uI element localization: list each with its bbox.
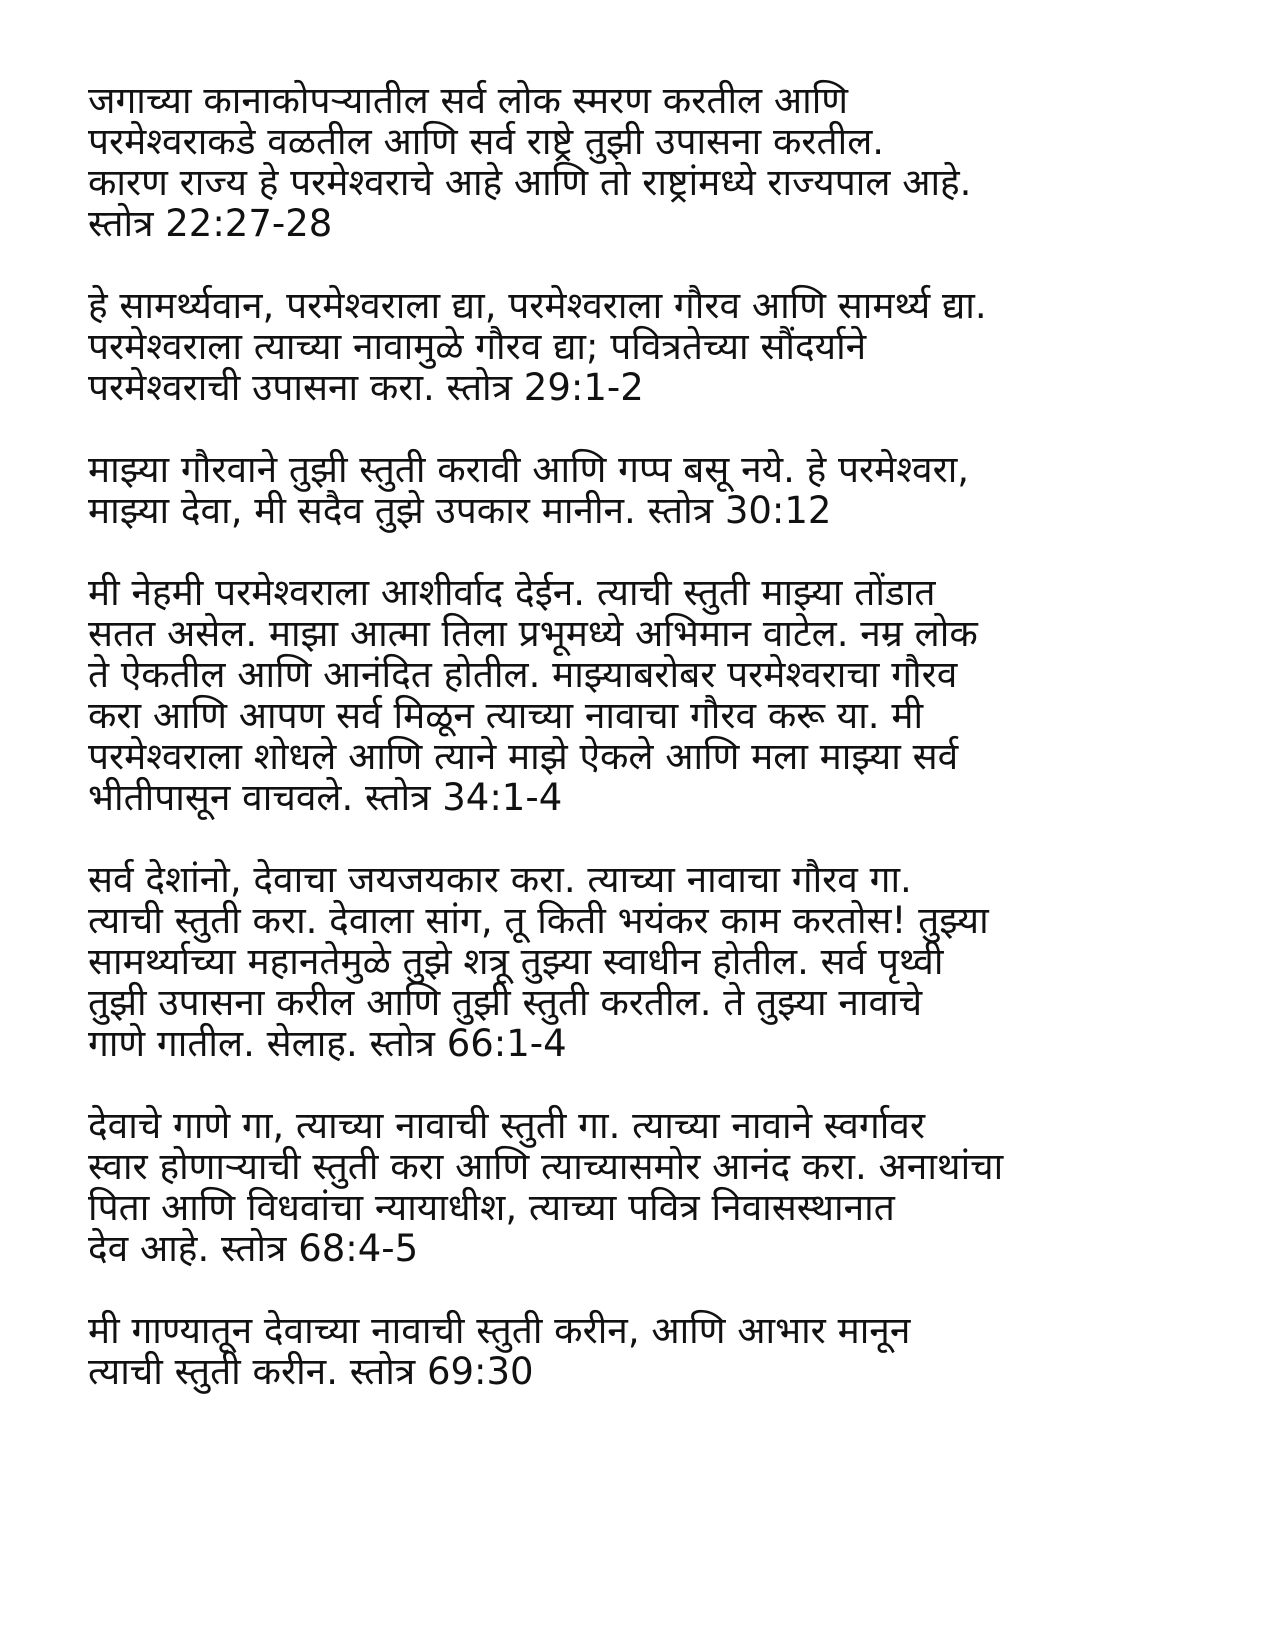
passage-psalm-22 — [88, 80, 1208, 244]
passage-psalm-68 — [88, 1105, 1208, 1269]
text-line: तुझी उपासना करील आणि तुझी स्तुती करतील. ते तुझ्या नावाचे — [88, 981, 923, 1024]
passage-psalm-34 — [88, 572, 1208, 818]
text-line: परमेश्वराला त्याच्या नावामुळे गौरव द्या; पवित्रतेच्या सौंदर्याने — [88, 325, 867, 368]
text-line: माझ्या देवा, मी सदैव तुझे उपकार मानीन. स्तोत्र 30:12 — [88, 489, 832, 532]
text-line: परमेश्वराकडे वळतील आणि सर्व राष्ट्रे तुझी उपासना करतील. — [88, 120, 885, 163]
text-line: मी गाण्यातून देवाच्या नावाची स्तुती करीन, आणि आभार मानून — [88, 1309, 911, 1352]
text-line: त्याची स्तुती करीन. स्तोत्र 69:30 — [88, 1350, 534, 1393]
text-line: हे सामर्थ्यवान, परमेश्वराला द्या, परमेश्वराला गौरव आणि सामर्थ्य द्या. — [88, 284, 987, 327]
text-line: देव आहे. स्तोत्र 68:4-5 — [88, 1227, 419, 1270]
text-line: स्वार होणाऱ्याची स्तुती करा आणि त्याच्यासमोर आनंद करा. अनाथांचा — [88, 1145, 1004, 1188]
document-page — [88, 80, 1208, 1433]
text-line: गाणे गातील. सेलाह. स्तोत्र 66:1-4 — [88, 1022, 567, 1065]
text-line: मी नेहमी परमेश्वराला आशीर्वाद देईन. त्याची स्तुती माझ्या तोंडात — [88, 571, 936, 614]
text-line: परमेश्वराला शोधले आणि त्याने माझे ऐकले आणि मला माझ्या सर्व — [88, 735, 959, 778]
passage-psalm-30 — [88, 449, 1208, 531]
text-line: भीतीपासून वाचवले. स्तोत्र 34:1-4 — [88, 776, 563, 819]
text-line: परमेश्वराची उपासना करा. स्तोत्र 29:1-2 — [88, 366, 644, 409]
text-line: सामर्थ्याच्या महानतेमुळे तुझे शत्रू तुझ्या स्वाधीन होतील. सर्व पृथ्वी — [88, 940, 944, 983]
text-line: सर्व देशांनो, देवाचा जयजयकार करा. त्याच्या नावाचा गौरव गा. — [88, 858, 912, 901]
text-line: पिता आणि विधवांचा न्यायाधीश, त्याच्या पवित्र निवासस्थानात — [88, 1186, 895, 1229]
text-line: देवाचे गाणे गा, त्याच्या नावाची स्तुती गा. त्याच्या नावाने स्वर्गावर — [88, 1104, 925, 1147]
text-line: सतत असेल. माझा आत्मा तिला प्रभूमध्ये अभिमान वाटेल. नम्र लोक — [88, 612, 978, 655]
text-line: करा आणि आपण सर्व मिळून त्याच्या नावाचा गौरव करू या. मी — [88, 694, 924, 737]
text-line: कारण राज्य हे परमेश्वराचे आहे आणि तो राष्ट्रांमध्ये राज्यपाल आहे. — [88, 161, 972, 204]
text-line: जगाच्या कानाकोपऱ्यातील सर्व लोक स्मरण करतील आणि — [88, 79, 849, 122]
passage-psalm-29 — [88, 285, 1208, 408]
passage-psalm-66 — [88, 859, 1208, 1064]
text-line: माझ्या गौरवाने तुझी स्तुती करावी आणि गप्प बसू नये. हे परमेश्वरा, — [88, 448, 970, 491]
text-line: त्याची स्तुती करा. देवाला सांग, तू किती भयंकर काम करतोस! तुझ्या — [88, 899, 989, 942]
text-line: ते ऐकतील आणि आनंदित होतील. माझ्याबरोबर परमेश्वराचा गौरव — [88, 653, 958, 696]
verse-reference: स्तोत्र 22:27-28 — [88, 202, 333, 245]
passage-psalm-69 — [88, 1310, 1208, 1392]
